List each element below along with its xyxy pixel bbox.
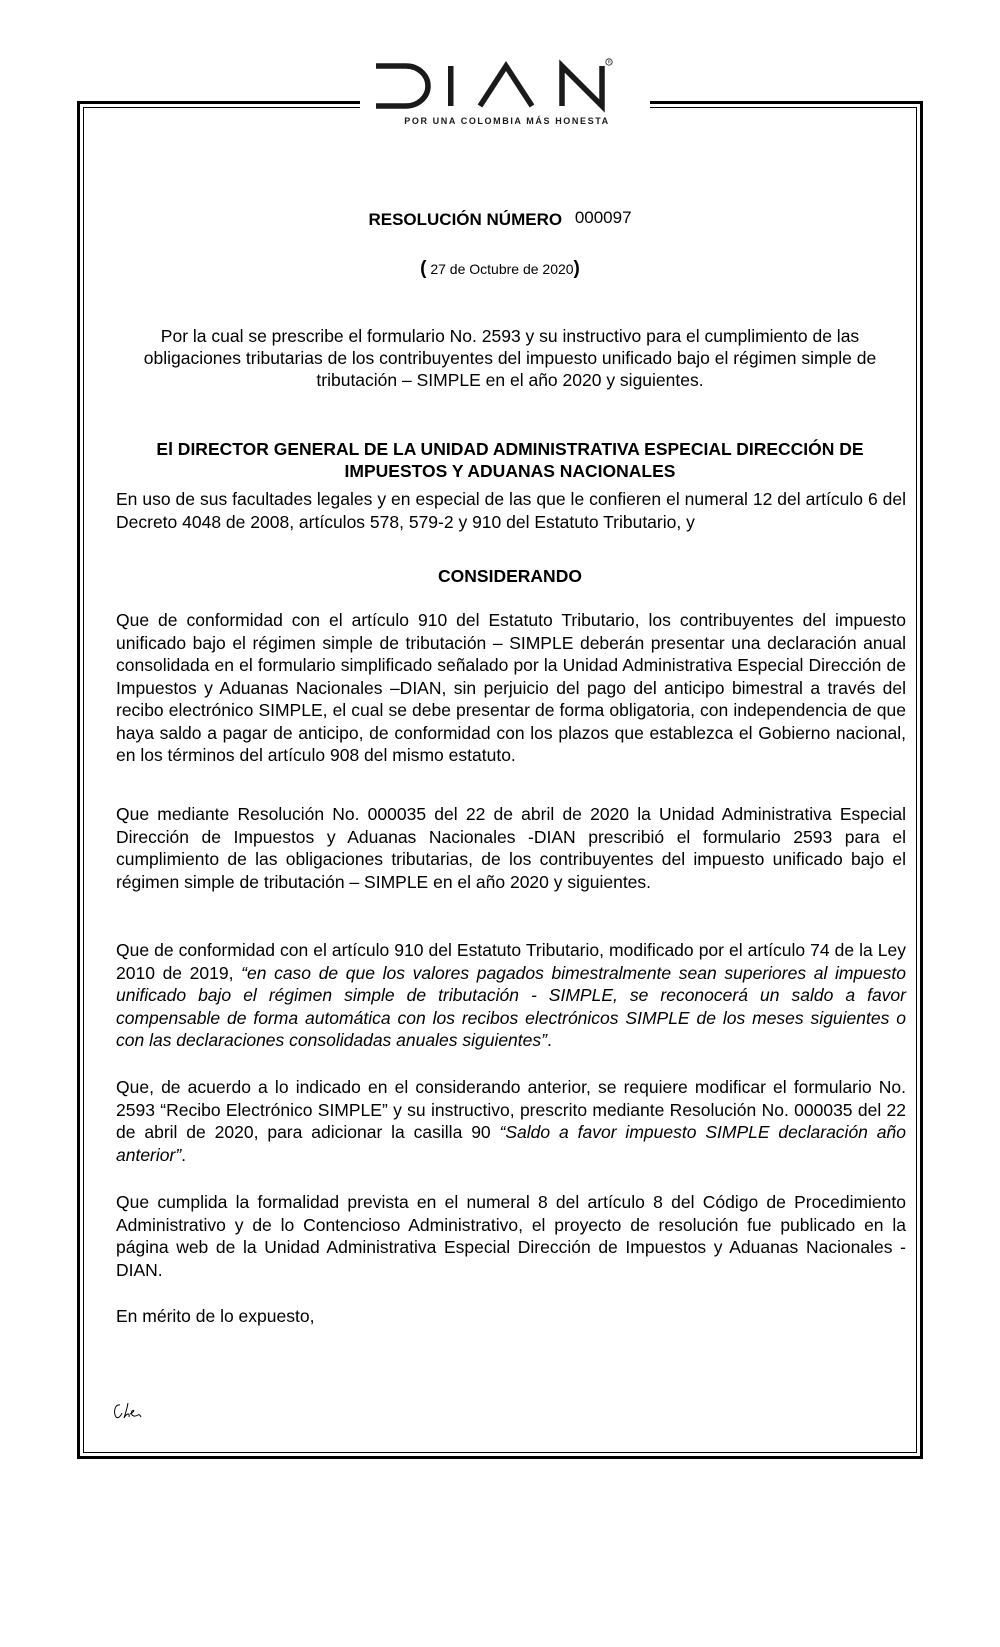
considerando-paragraph-4 — [116, 1076, 906, 1166]
paragraph-3-intro: Que de conformidad con el artículo 910 del Estatuto Tributario, modificado por el artículo 74 de la Ley 2010 de 2019, — [116, 940, 906, 983]
resolution-title — [0, 210, 1000, 230]
issuing-authority: El DIRECTOR GENERAL DE LA UNIDAD ADMINISTRATIVA ESPECIAL DIRECCIÓN DE IMPUESTOS Y ADUANAS NACIONALES — [156, 439, 864, 481]
handwritten-initials — [112, 1400, 144, 1427]
considerando-paragraph-2: Que mediante Resolución No. 000035 del 22 de abril de 2020 la Unidad Administrativa Especial Dirección de Impuestos y Aduanas Nacionales -DIAN prescribió el formulario 2593 para el cumplimiento de las obligaciones tributarias, de los contribuyentes del impuesto unificado bajo el régimen simple de tributación – SIMPLE en el año 2020 y siguientes. — [116, 804, 906, 892]
preamble-paragraph: En uso de sus facultades legales y en especial de las que le confieren el numeral 12 del artículo 6 del Decreto 4048 de 2008, artículos 578, 579-2 y 910 del Estatuto Tributario, y — [116, 489, 906, 532]
resolution-date: 27 de Octubre de 2020 — [426, 261, 574, 277]
considerando-heading: CONSIDERANDO — [438, 566, 582, 586]
paragraph-3-quote: “en caso de que los valores pagados bimestralmente sean superiores al impuesto unificado bajo el régimen simple de tributación - SIMPLE, se reconocerá un saldo a favor compensable de forma automática con los recibos electrónicos SIMPLE de los meses siguientes o con las declaraciones consolidadas anuales siguientes” — [116, 962, 907, 1050]
resolution-date-line — [0, 258, 1000, 280]
considerando-paragraph-5: Que cumplida la formalidad prevista en el numeral 8 del artículo 8 del Código de Procedimiento Administrativo y de lo Contencioso Administrativo, el proyecto de resolución fue publicado en la página web de la Unidad Administrativa Especial Dirección de Impuestos y Aduanas Nacionales -DIAN. — [116, 1192, 906, 1280]
paragraph-4-quote: “Saldo a favor impuesto SIMPLE declaración año anterior” — [116, 1122, 906, 1165]
closing-phrase: En mérito de lo expuesto, — [116, 1306, 315, 1326]
considerando-paragraph-1: Que de conformidad con el artículo 910 del Estatuto Tributario, los contribuyentes del impuesto unificado bajo el régimen simple de tributación – SIMPLE deberán presentar una declaración anual consolidada en el formulario simplificado señalado por la Unidad Administrativa Especial Dirección de Impuestos y Aduanas Nacionales –DIAN, sin perjuicio del pago del anticipo bimestral a través del recibo electrónico SIMPLE, el cual se debe presentar de forma obligatoria, con independencia de que haya saldo a pagar de anticipo, de conformidad con los plazos que establezca el Gobierno nacional, en los términos del artículo 908 del mismo estatuto. — [116, 610, 906, 765]
open-paren: ( — [420, 258, 427, 279]
resolution-number: 000097 — [574, 208, 632, 227]
paragraph-4-intro: Que, de acuerdo a lo indicado en el considerando anterior, se requiere modificar el formulario No. 2593 “Recibo Electrónico SIMPLE” y su instructivo, prescrito mediante Resolución No. 000035 del 22 de abril de 2020, para adicionar la casilla 90 — [116, 1077, 906, 1142]
svg-text:R: R — [607, 59, 611, 65]
paragraph-3-end: . — [546, 1030, 552, 1050]
close-paren: ) — [573, 258, 580, 279]
resolution-subject: Por la cual se prescribe el formulario No. 2593 y su instructivo para el cumplimiento de las obligaciones tributarias de los contribuyentes del impuesto unificado bajo el régimen simple de tributación – SIMPLE en el año 2020 y siguientes. — [143, 326, 877, 390]
considerando-paragraph-3 — [116, 939, 906, 1052]
logo-tagline: POR UNA COLOMBIA MÁS HONESTA — [404, 116, 610, 126]
paragraph-4-end: . — [181, 1144, 187, 1165]
resolution-label: RESOLUCIÓN NÚMERO — [368, 210, 563, 229]
